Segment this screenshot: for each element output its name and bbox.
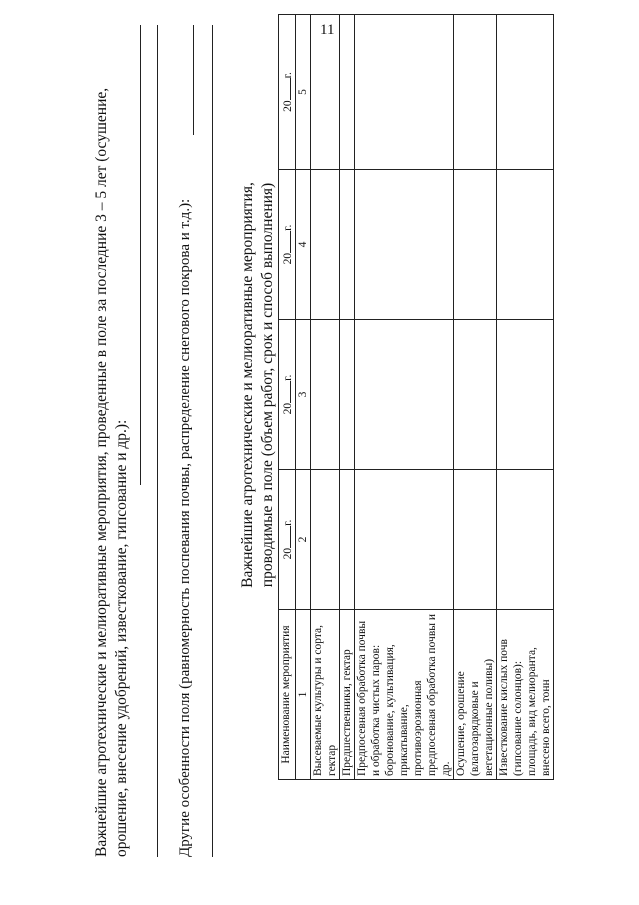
column-number-row	[296, 15, 311, 780]
table-cell	[497, 470, 554, 610]
header-year-4: 20г.	[279, 15, 296, 170]
other-features-label: Другие особенности поля (равномерность поспевания почвы, распределение снегового покрова и т.д.):	[177, 198, 193, 857]
column-number: 1	[296, 610, 311, 780]
table-cell	[340, 470, 355, 610]
fill-line-4	[212, 25, 213, 857]
header-year-2: 20г.	[279, 320, 296, 470]
table-cell	[340, 15, 355, 170]
table-cell	[340, 170, 355, 320]
table-cell	[340, 320, 355, 470]
column-number: 3	[296, 320, 311, 470]
table-cell	[497, 170, 554, 320]
table-cell	[454, 170, 497, 320]
section-heading-line-2: проводимые в поле (объем работ, срок и способ выполнения)	[259, 182, 276, 588]
row-label: Осушение, орошение (влагозарядковые и вегетационные поливы)	[454, 610, 497, 780]
header-year-3: 20г.	[279, 170, 296, 320]
row-label: Высеваемые культуры и сорта, гектар	[311, 610, 340, 780]
column-number: 5	[296, 15, 311, 170]
row-label: Предшественники, гектар	[340, 610, 355, 780]
table-row	[311, 15, 340, 780]
table-cell	[311, 470, 340, 610]
section-heading	[238, 105, 278, 665]
measures-table	[278, 14, 554, 780]
section-heading-line-1: Важнейшие агротехнические и мелиоративные мероприятия,	[239, 182, 256, 588]
intro-text: Важнейшие агротехнические и мелиоративные мероприятия, проведенные в поле за последние 3 – 5 лет (осушение, орошение, внесение удобрений, известкование, гипсование и др.):	[93, 87, 130, 857]
fill-line-1	[140, 25, 141, 485]
table-row	[355, 15, 454, 780]
table-header-row	[279, 15, 296, 780]
table-cell	[311, 170, 340, 320]
table-cell	[497, 320, 554, 470]
header-name: Наименование мероприятия	[279, 610, 296, 780]
table-cell	[497, 15, 554, 170]
table-cell	[454, 320, 497, 470]
table-cell	[355, 170, 454, 320]
page-number: 11	[320, 22, 335, 38]
table-cell	[355, 15, 454, 170]
fill-line-3	[193, 25, 194, 135]
table-cell	[454, 15, 497, 170]
column-number: 2	[296, 470, 311, 610]
table-cell	[355, 320, 454, 470]
table-row	[340, 15, 355, 780]
fill-line-2	[157, 25, 158, 857]
table-row	[497, 15, 554, 780]
row-label: Предпосевная обработка почвы и обработка чистых паров: боронование, культивация, прикатывание, противоэрозионная предпосевная обработка почвы и др.	[355, 610, 454, 780]
table-cell	[311, 15, 340, 170]
column-number: 4	[296, 170, 311, 320]
table-cell	[311, 320, 340, 470]
table-row	[454, 15, 497, 780]
table-cell	[454, 470, 497, 610]
table-cell	[355, 470, 454, 610]
header-year-1: 20г.	[279, 470, 296, 610]
row-label: Известкование кислых почв (гипсование солонцов): площадь, вид мелиоранта, внесено всего, тонн	[497, 610, 554, 780]
